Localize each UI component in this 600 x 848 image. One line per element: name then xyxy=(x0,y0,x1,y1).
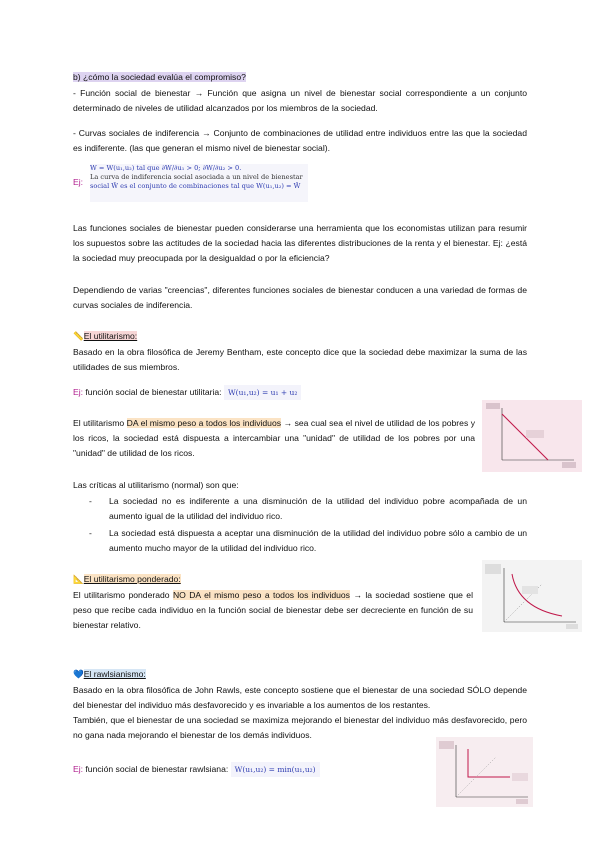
chart-rawls-svg xyxy=(436,737,533,807)
utilitarismo-ej xyxy=(73,385,527,400)
formula-line-3: social W̄ es el conjunto de combinaciones tal que W(u₁,u₂) = W̄ xyxy=(90,182,301,190)
l-shaped-indifference xyxy=(468,749,510,777)
ej-text: función social de bienestar rawlsiana: xyxy=(83,764,229,774)
ej-text: función social de bienestar utilitaria: xyxy=(83,387,222,397)
chart-utilitarismo xyxy=(482,400,582,472)
para-creencias: Dependiendo de varias "creencias", diferentes funciones sociales de bienestar conducen a una variedad de formas de curvas sociales de indiferencia. xyxy=(73,285,527,310)
list-item: - La sociedad está dispuesta a aceptar una disminución de la utilidad del individuo pobre sólo a cambio de un aumento mucho mayor de la utilidad del individuo rico. xyxy=(89,528,527,553)
ej-label: Ej: xyxy=(73,764,84,774)
chart-rawls xyxy=(436,737,533,807)
section-b-title: b) ¿cómo la sociedad evalúa el compromiso? xyxy=(73,72,246,82)
def-curvas-sociales: - Curvas sociales de indiferencia → Conjunto de combinaciones de utilidad entre individuos entre las que la sociedad es indiferente. (las que generan el mismo nivel de bienestar social). xyxy=(73,128,527,153)
chart-utilitarismo-svg xyxy=(482,400,582,472)
axis-label-mark xyxy=(485,564,501,574)
rawls-text-2: También, que el bienestar de una sociedad se maximiza mejorando el bienestar del individuo más desfavorecido, pero no gana nada mejorando el bienestar de los demás individuos. xyxy=(73,715,527,740)
utilitarismo-title: El utilitarismo: xyxy=(83,331,138,341)
axis-label-mark xyxy=(566,624,578,629)
rawls-heading xyxy=(73,667,527,682)
rawls-title: El rawlsianismo: xyxy=(83,669,146,679)
ponderado-heading xyxy=(73,572,527,587)
utilitarismo-peso: El utilitarismo DA el mismo peso a todos los individuos → sea cual sea el nivel de utilidad de los pobres y los ricos, la sociedad está dispuesta a intercambiar una "unidad" de utilidad de los pobres por una "unidad" de utilidad de los ricos. xyxy=(73,418,476,458)
rawls-text-1: Basado en la obra filosófica de John Rawls, este concepto sostiene que el bienestar de una sociedad SÓLO depende del bienestar del individuo más desfavorecido y es invariable a los aumentos de los restantes. xyxy=(73,685,527,710)
curve-label-mark xyxy=(522,586,538,594)
formula-line-2: La curva de indiferencia social asociada a un nivel de bienestar xyxy=(90,173,303,181)
def-funcion-social: - Función social de bienestar → Función que asigna un nivel de bienestar social correspondiente a un conjunto determinado de niveles de utilidad alcanzados por los miembros de la sociedad. xyxy=(73,88,527,113)
axis-label-mark xyxy=(486,403,500,409)
formula-box xyxy=(90,164,308,202)
axis-label-mark xyxy=(516,799,528,804)
curve-label-mark xyxy=(512,773,528,781)
chart-ponderado-svg xyxy=(482,560,582,632)
triangle-ruler-icon: 📐 xyxy=(73,574,84,584)
axis-label-mark xyxy=(439,741,454,749)
blue-heart-icon: 💙 xyxy=(73,669,84,679)
criticas-title: Las críticas al utilitarismo (normal) son que: xyxy=(73,480,239,490)
formula-rawlsiana: W(u₁,u₂) = min(u₁,u₂) xyxy=(231,762,320,777)
ej-label: Ej: xyxy=(73,387,84,397)
indifference-curve xyxy=(512,574,562,616)
utilitarismo-heading xyxy=(73,329,527,344)
rawls-ej xyxy=(73,762,433,777)
ponderado-text: El utilitarismo ponderado NO DA el mismo peso a todos los individuos → la sociedad sostiene que el peso que recibe cada individuo en la función social de bienestar debe ser decreciente en función de su bienestar relativo. xyxy=(73,590,473,630)
utilitarismo-text: Basado en la obra filosófica de Jeremy Bentham, este concepto dice que la sociedad debe maximizar la suma de las utilidades de sus miembros. xyxy=(73,347,527,372)
axis-label-mark xyxy=(562,462,576,468)
highlight-no-da-peso: NO DA el mismo peso a todos los individuos xyxy=(172,590,350,600)
para-funciones-sociales: Las funciones sociales de bienestar pueden considerarse una herramienta que los economistas utilizan para resumir los supuestos sobre las actitudes de la sociedad hacia las diferentes distribuciones de la renta y el bienestar. Ej: ¿está la sociedad muy preocupada por la desigualdad o por la eficiencia? xyxy=(73,223,527,263)
curve-label-mark xyxy=(526,430,544,438)
chart-ponderado xyxy=(482,560,582,632)
formula-utilitaria: W(u₁,u₂) = u₁ + u₂ xyxy=(224,385,301,400)
ponderado-title: El utilitarismo ponderado: xyxy=(83,574,181,584)
formula-line-1: W = W(u₁,u₂) tal que ∂W/∂u₁ > 0; ∂W/∂u₂ > 0. xyxy=(90,164,242,172)
highlight-da-peso: DA el mismo peso a todos los individuos xyxy=(126,418,282,428)
list-item: - La sociedad no es indiferente a una disminución de la utilidad del individuo pobre acompañada de un aumento igual de la utilidad del individuo rico. xyxy=(89,496,527,521)
ej-label: Ej: xyxy=(73,177,84,187)
ruler-icon: 📏 xyxy=(73,331,84,341)
criticas-list xyxy=(89,494,527,556)
